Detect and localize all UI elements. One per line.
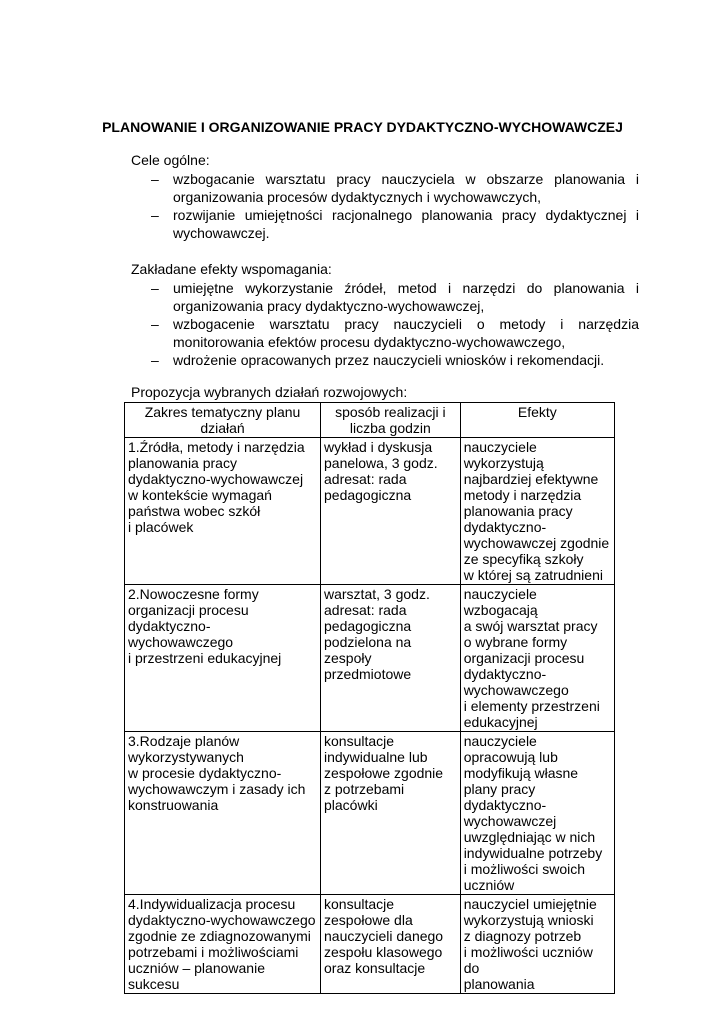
cell-method: konsultacje zespołowe dla nauczycieli danego zespołu klasowego oraz konsultacje bbox=[321, 895, 461, 994]
table-row bbox=[125, 732, 615, 895]
table-header-row bbox=[125, 403, 615, 438]
cell-method: wykład i dyskusja panelowa, 3 godz. adresat: rada pedagogiczna bbox=[321, 438, 461, 585]
dash-bullet: – bbox=[151, 171, 159, 187]
list-item: – umiejętne wykorzystanie źródeł, metod i narzędzi do planowania i organizowania pracy dydaktyczno-wychowawczej, bbox=[151, 280, 639, 314]
cell-effects: nauczyciel umiejętnie wykorzystują wnioski z diagnozy potrzeb i możliwości uczniów do planowania bbox=[460, 895, 614, 994]
list-item: – wzbogacenie warsztatu pracy nauczycieli o metody i narzędzia monitorowania efektów procesu dydaktyczno-wychowawczego, bbox=[151, 316, 639, 350]
goals-heading: Cele ogólne: bbox=[131, 152, 210, 168]
cell-topic: 4.Indywidualizacja procesu dydaktyczno-wychowawczego zgodnie ze zdiagnozowanymi potrzebami i możliwościami uczniów – planowanie sukcesu bbox=[125, 895, 321, 994]
goals-list bbox=[131, 170, 639, 242]
cell-topic: 3.Rodzaje planów wykorzystywanych w procesie dydaktyczno- wychowawczym i zasady ich konstruowania bbox=[125, 732, 321, 895]
effects-heading: Zakładane efekty wspomagania: bbox=[131, 261, 332, 277]
cell-method: warsztat, 3 godz. adresat: rada pedagogiczna podzielona na zespoły przedmiotowe bbox=[321, 585, 461, 732]
document-title: PLANOWANIE I ORGANIZOWANIE PRACY DYDAKTYCZNO-WYCHOWAWCZEJ bbox=[102, 119, 623, 135]
table-row bbox=[125, 895, 615, 994]
list-item: – rozwijanie umiejętności racjonalnego planowania pracy dydaktycznej i wychowawczej. bbox=[151, 207, 639, 241]
dash-bullet: – bbox=[151, 207, 159, 223]
cell-effects: nauczyciele wykorzystują najbardziej efektywne metody i narzędzia planowania pracy dydaktyczno- wychowawczej zgodnie ze specyfiką szkoły w której są zatrudnieni bbox=[460, 438, 614, 585]
development-actions-table bbox=[124, 402, 615, 994]
cell-effects: nauczyciele opracowują lub modyfikują własne plany pracy dydaktyczno- wychowawczej uwzględniając w nich indywidualne potrzeby i możliwości swoich uczniów bbox=[460, 732, 614, 895]
list-item: – wzbogacanie warsztatu pracy nauczyciela w obszarze planowania i organizowania procesów dydaktycznych i wychowawczych, bbox=[151, 171, 639, 205]
table-row bbox=[125, 438, 615, 585]
list-item: – wdrożenie opracowanych przez nauczycieli wniosków i rekomendacji. bbox=[151, 352, 605, 368]
header-method: sposób realizacji i liczba godzin bbox=[321, 403, 461, 438]
header-topic: Zakres tematyczny planu działań bbox=[125, 403, 321, 438]
cell-method: konsultacje indywidualne lub zespołowe zgodnie z potrzebami placówki bbox=[321, 732, 461, 895]
cell-effects: nauczyciele wzbogacają a swój warsztat pracy o wybrane formy organizacji procesu dydaktyczno- wychowawczego i elementy przestrzeni edukacyjnej bbox=[460, 585, 614, 732]
table-caption: Propozycja wybranych działań rozwojowych: bbox=[131, 384, 408, 400]
dash-bullet: – bbox=[151, 352, 159, 368]
cell-topic: 2.Nowoczesne formy organizacji procesu dydaktyczno- wychowawczego i przestrzeni edukacyjnej bbox=[125, 585, 321, 732]
dash-bullet: – bbox=[151, 280, 159, 296]
dash-bullet: – bbox=[151, 316, 159, 332]
effects-list bbox=[131, 279, 639, 369]
cell-topic: 1.Źródła, metody i narzędzia planowania pracy dydaktyczno-wychowawczej w kontekście wymagań państwa wobec szkół i placówek bbox=[125, 438, 321, 585]
table-row bbox=[125, 585, 615, 732]
header-effects: Efekty bbox=[460, 403, 614, 438]
